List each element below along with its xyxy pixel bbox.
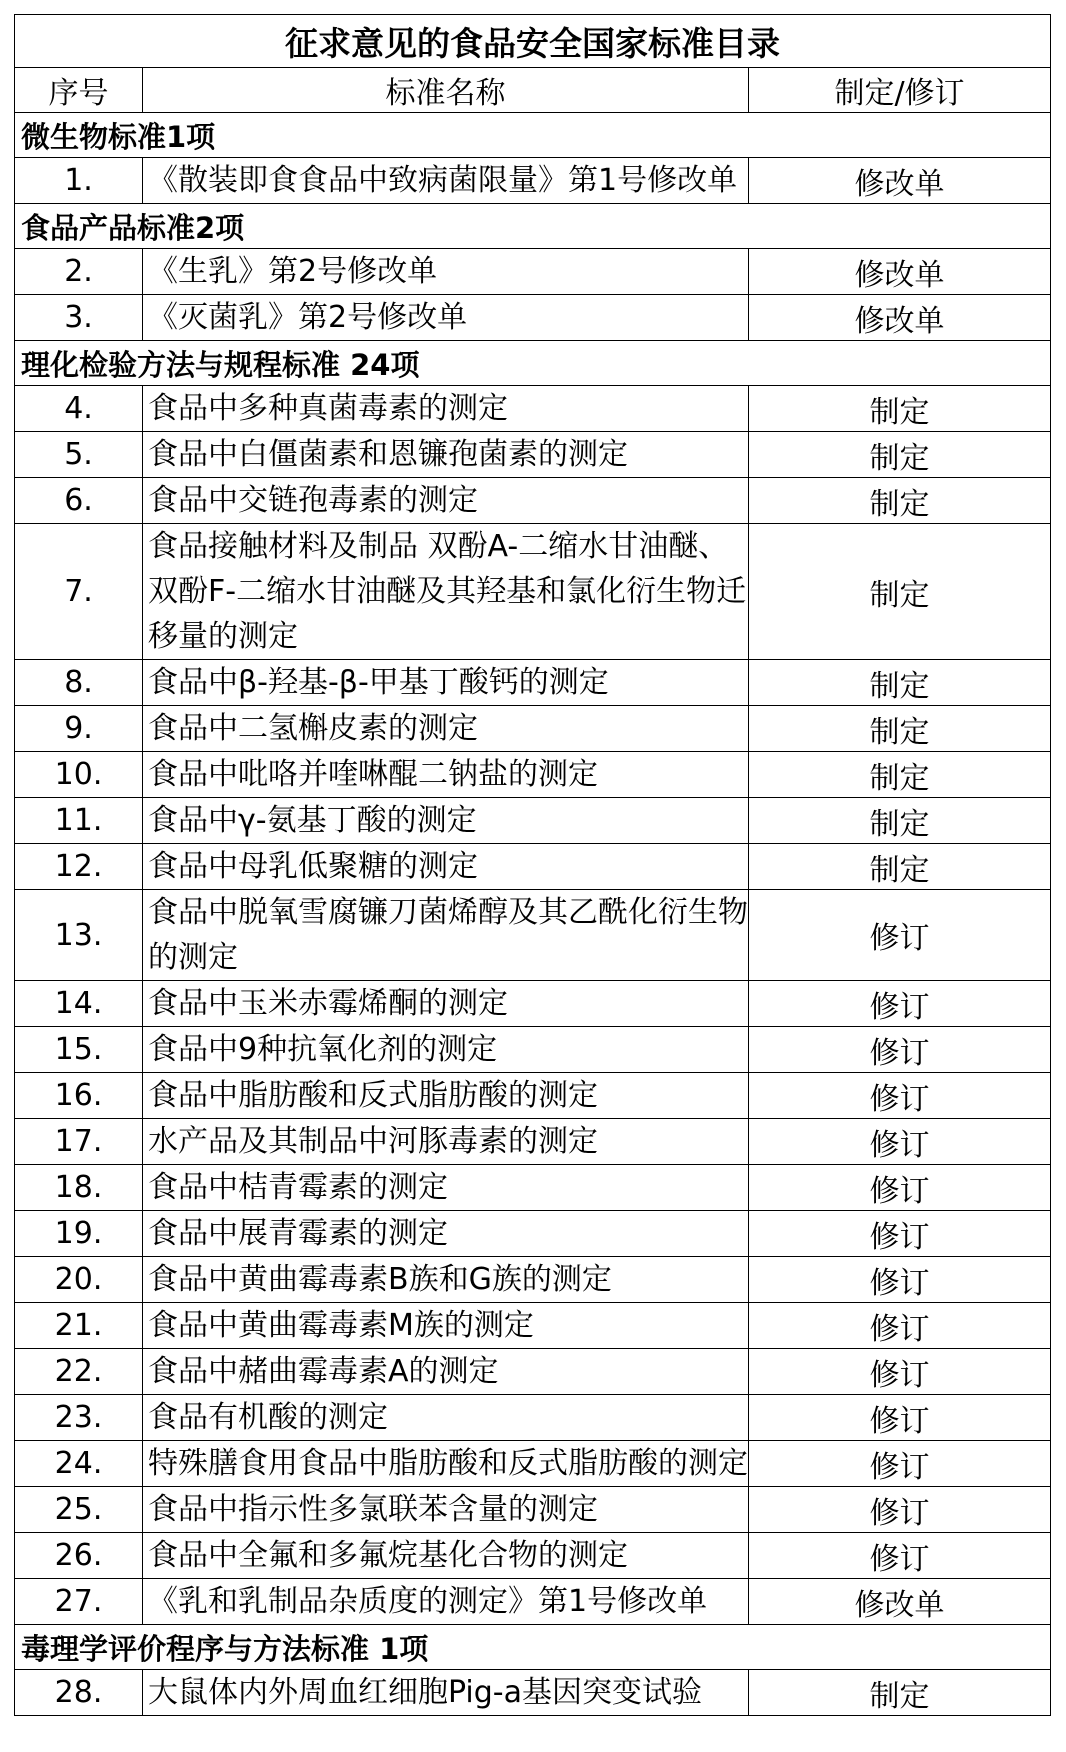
header-row (15, 68, 1051, 113)
standard-name: 食品有机酸的测定 (143, 1395, 749, 1441)
revision-type: 制定 (749, 478, 1051, 524)
revision-type: 修改单 (749, 249, 1051, 295)
table-row (15, 1395, 1051, 1441)
standard-name: 《散装即食食品中致病菌限量》第1号修改单 (143, 158, 749, 204)
revision-type: 修订 (749, 1349, 1051, 1395)
revision-type: 制定 (749, 1670, 1051, 1716)
standard-name: 食品中黄曲霉毒素M族的测定 (143, 1303, 749, 1349)
title-row (15, 15, 1051, 68)
item-number: 11. (15, 798, 143, 844)
revision-type: 修订 (749, 1211, 1051, 1257)
item-number: 10. (15, 752, 143, 798)
standard-name: 食品中脱氧雪腐镰刀菌烯醇及其乙酰化衍生物的测定 (143, 890, 749, 981)
revision-type: 制定 (749, 706, 1051, 752)
revision-type: 修订 (749, 1165, 1051, 1211)
item-number: 1. (15, 158, 143, 204)
revision-type: 制定 (749, 524, 1051, 660)
revision-type: 制定 (749, 798, 1051, 844)
revision-type: 制定 (749, 752, 1051, 798)
table-row (15, 1257, 1051, 1303)
table-row (15, 1349, 1051, 1395)
table-row (15, 844, 1051, 890)
revision-type: 修订 (749, 1533, 1051, 1579)
revision-type: 修改单 (749, 158, 1051, 204)
table-row (15, 798, 1051, 844)
item-number: 21. (15, 1303, 143, 1349)
section-title: 毒理学评价程序与方法标准 1项 (15, 1625, 1051, 1670)
item-number: 24. (15, 1441, 143, 1487)
item-number: 28. (15, 1670, 143, 1716)
table-row (15, 432, 1051, 478)
item-number: 8. (15, 660, 143, 706)
section-title: 食品产品标准2项 (15, 204, 1051, 249)
item-number: 7. (15, 524, 143, 660)
revision-type: 修订 (749, 1119, 1051, 1165)
standard-name: 大鼠体内外周血红细胞Pig-a基因突变试验 (143, 1670, 749, 1716)
revision-type: 修订 (749, 1395, 1051, 1441)
item-number: 25. (15, 1487, 143, 1533)
standard-name: 《乳和乳制品杂质度的测定》第1号修改单 (143, 1579, 749, 1625)
standard-name: 食品中玉米赤霉烯酮的测定 (143, 981, 749, 1027)
standard-name: 《生乳》第2号修改单 (143, 249, 749, 295)
standard-name: 食品中母乳低聚糖的测定 (143, 844, 749, 890)
table-row (15, 158, 1051, 204)
section-row (15, 341, 1051, 386)
revision-type: 修订 (749, 890, 1051, 981)
revision-type: 修订 (749, 1303, 1051, 1349)
table-row (15, 249, 1051, 295)
table-row (15, 1211, 1051, 1257)
item-number: 2. (15, 249, 143, 295)
header-no: 序号 (15, 68, 143, 113)
item-number: 3. (15, 295, 143, 341)
revision-type: 修订 (749, 1487, 1051, 1533)
standard-name: 食品中黄曲霉毒素B族和G族的测定 (143, 1257, 749, 1303)
table-row (15, 1303, 1051, 1349)
standard-name: 食品中多种真菌毒素的测定 (143, 386, 749, 432)
table-row (15, 1165, 1051, 1211)
table-title: 征求意见的食品安全国家标准目录 (15, 15, 1051, 68)
table-row (15, 981, 1051, 1027)
standard-name: 食品中吡咯并喹啉醌二钠盐的测定 (143, 752, 749, 798)
standard-name: 食品接触材料及制品 双酚A-二缩水甘油醚、双酚F-二缩水甘油醚及其羟基和氯化衍生物迁移量的测定 (143, 524, 749, 660)
catalog-table (14, 14, 1051, 1716)
revision-type: 制定 (749, 386, 1051, 432)
standards-catalog-table (14, 14, 1050, 1716)
revision-type: 修订 (749, 1073, 1051, 1119)
section-row (15, 204, 1051, 249)
standard-name: 食品中二氢槲皮素的测定 (143, 706, 749, 752)
table-row (15, 1533, 1051, 1579)
header-type: 制定/修订 (749, 68, 1051, 113)
item-number: 6. (15, 478, 143, 524)
item-number: 26. (15, 1533, 143, 1579)
table-row (15, 386, 1051, 432)
revision-type: 制定 (749, 432, 1051, 478)
item-number: 23. (15, 1395, 143, 1441)
table-row (15, 752, 1051, 798)
section-row (15, 1625, 1051, 1670)
standard-name: 食品中桔青霉素的测定 (143, 1165, 749, 1211)
table-row (15, 660, 1051, 706)
revision-type: 修订 (749, 1441, 1051, 1487)
table-row (15, 1027, 1051, 1073)
item-number: 16. (15, 1073, 143, 1119)
standard-name: 特殊膳食用食品中脂肪酸和反式脂肪酸的测定 (143, 1441, 749, 1487)
table-row (15, 295, 1051, 341)
item-number: 27. (15, 1579, 143, 1625)
standard-name: 食品中展青霉素的测定 (143, 1211, 749, 1257)
item-number: 17. (15, 1119, 143, 1165)
standard-name: 食品中β-羟基-β-甲基丁酸钙的测定 (143, 660, 749, 706)
standard-name: 食品中全氟和多氟烷基化合物的测定 (143, 1533, 749, 1579)
standard-name: 水产品及其制品中河豚毒素的测定 (143, 1119, 749, 1165)
revision-type: 修订 (749, 981, 1051, 1027)
table-row (15, 1487, 1051, 1533)
item-number: 12. (15, 844, 143, 890)
table-row (15, 1073, 1051, 1119)
section-row (15, 113, 1051, 158)
standard-name: 《灭菌乳》第2号修改单 (143, 295, 749, 341)
standard-name: 食品中赭曲霉毒素A的测定 (143, 1349, 749, 1395)
standard-name: 食品中9种抗氧化剂的测定 (143, 1027, 749, 1073)
revision-type: 制定 (749, 844, 1051, 890)
standard-name: 食品中脂肪酸和反式脂肪酸的测定 (143, 1073, 749, 1119)
table-row (15, 1579, 1051, 1625)
item-number: 4. (15, 386, 143, 432)
item-number: 14. (15, 981, 143, 1027)
table-row (15, 890, 1051, 981)
standard-name: 食品中交链孢毒素的测定 (143, 478, 749, 524)
revision-type: 修改单 (749, 295, 1051, 341)
table-row (15, 1670, 1051, 1716)
standard-name: 食品中指示性多氯联苯含量的测定 (143, 1487, 749, 1533)
table-row (15, 478, 1051, 524)
table-row (15, 1441, 1051, 1487)
item-number: 5. (15, 432, 143, 478)
item-number: 20. (15, 1257, 143, 1303)
item-number: 15. (15, 1027, 143, 1073)
header-name: 标准名称 (143, 68, 749, 113)
revision-type: 修改单 (749, 1579, 1051, 1625)
item-number: 18. (15, 1165, 143, 1211)
item-number: 19. (15, 1211, 143, 1257)
revision-type: 制定 (749, 660, 1051, 706)
item-number: 9. (15, 706, 143, 752)
section-title: 微生物标准1项 (15, 113, 1051, 158)
standard-name: 食品中γ-氨基丁酸的测定 (143, 798, 749, 844)
table-row (15, 524, 1051, 660)
item-number: 13. (15, 890, 143, 981)
table-row (15, 706, 1051, 752)
table-row (15, 1119, 1051, 1165)
section-title: 理化检验方法与规程标准 24项 (15, 341, 1051, 386)
revision-type: 修订 (749, 1257, 1051, 1303)
revision-type: 修订 (749, 1027, 1051, 1073)
item-number: 22. (15, 1349, 143, 1395)
standard-name: 食品中白僵菌素和恩镰孢菌素的测定 (143, 432, 749, 478)
